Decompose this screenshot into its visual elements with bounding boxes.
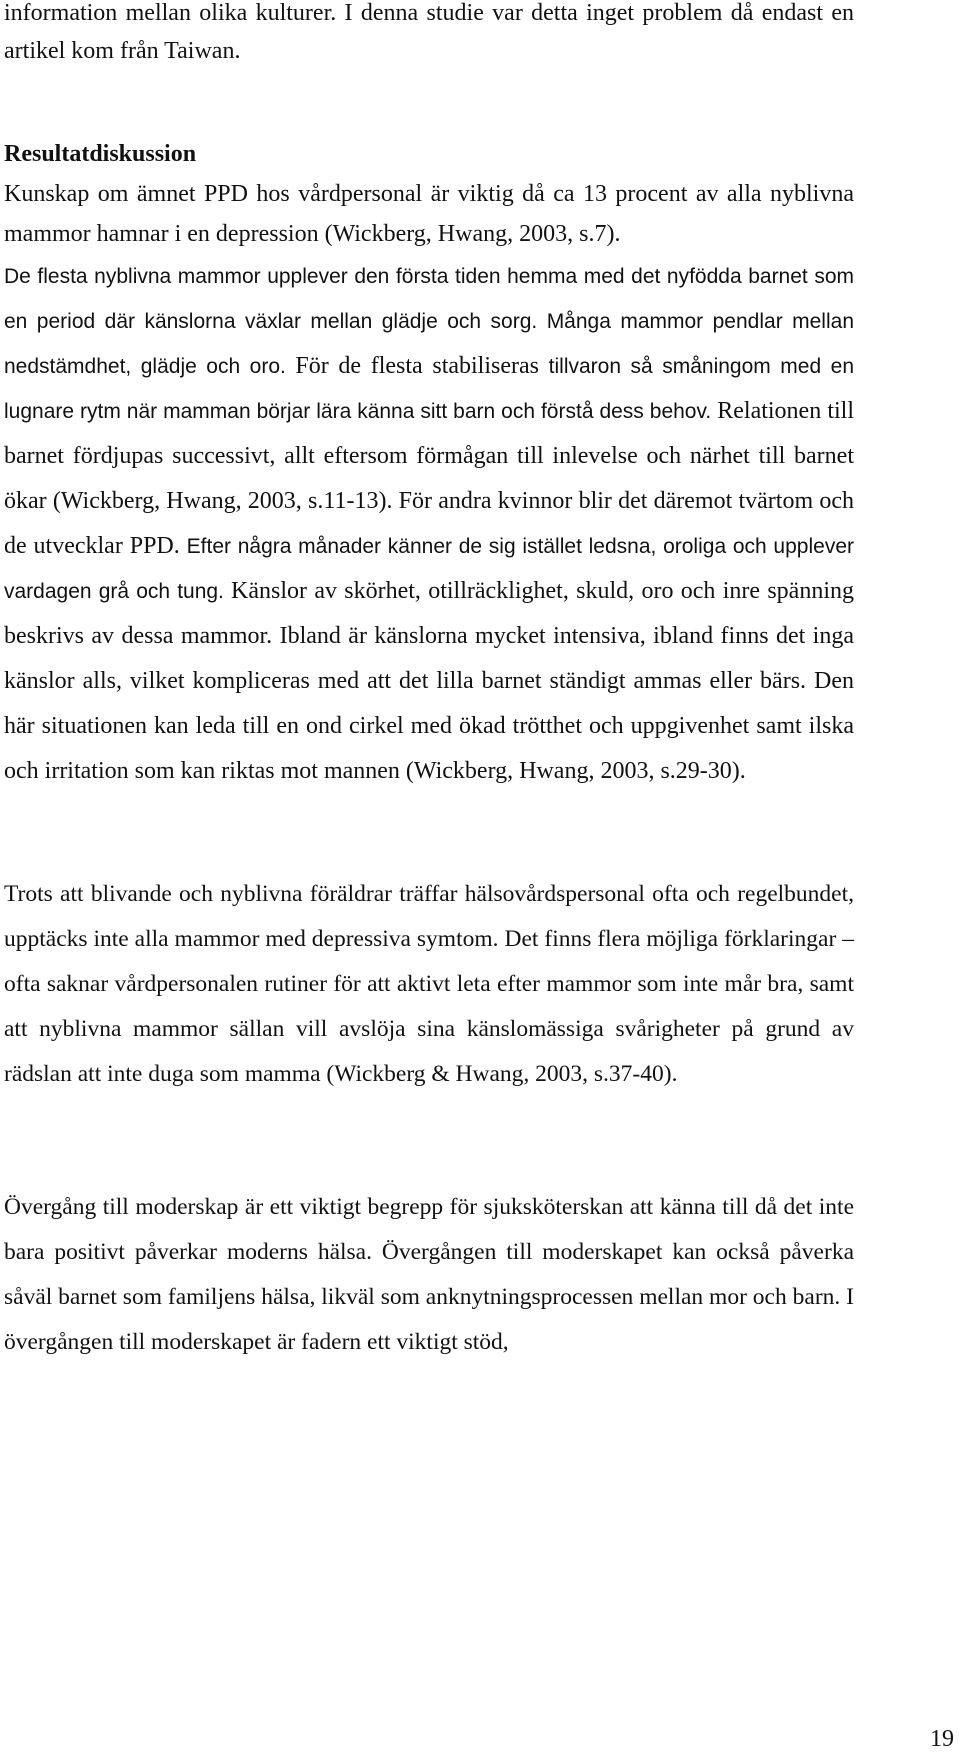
paragraph-3: Övergång till moderskap är ett viktigt begrepp för sjuksköterskan att känna till då det inte bara positivt påverkar moderns hälsa. Övergången till moderskapet kan också påverka såväl barnet som familjens hälsa, likväl som anknytningsprocessen mellan mor och barn. I övergången till moderskapet är fadern ett viktigt stöd, (4, 1194, 854, 1355)
section-heading: Resultatdiskussion (4, 141, 197, 167)
paragraph-1-segment: Många mammor pendlar mellan nedstämdhet, glädje och oro. (4, 310, 854, 378)
paragraph-1-segment: Efter några månader känner de sig istället ledsna, oroliga och upplever vardagen grå och tung. (4, 535, 854, 603)
intro-paragraph: information mellan olika kulturer. I denna studie var detta inget problem då endast en artikel kom från Taiwan. (4, 0, 854, 64)
paragraph-1-segment: Relationen till barnet fördjupas successivt, allt eftersom förmågan till inlevelse och närhet till barnet ökar (Wickberg, Hwang, 2003, s.11-13). För andra kvinnor blir det däremot tvärtom och de utvecklar PPD. (4, 398, 854, 559)
paragraph-2: Trots att blivande och nyblivna föräldrar träffar hälsovårdspersonal ofta och regelbundet, upptäcks inte alla mammor med depressiva symtom. Det finns flera möjliga förklaringar – ofta saknar vårdpersonalen rutiner för att aktivt leta efter mammor som inte mår bra, samt att nyblivna mammor sällan vill avslöja sina känslomässiga svårigheter på grund av rädslan att inte duga som mamma (Wickberg & Hwang, 2003, s.37-40). (4, 881, 854, 1087)
paragraph-1-segment: Känslor av skörhet, otillräcklighet, skuld, oro och inre spänning beskrivs av dessa mammor. Ibland är känslorna mycket intensiva, ibland finns det inga känslor alls, vilket kompliceras med att det lilla barnet ständigt ammas eller bärs. Den här situationen kan leda till en ond cirkel med ökad trötthet och uppgivenhet samt ilska och irritation som kan riktas mot mannen (Wickberg, Hwang, 2003, s.29-30). (4, 578, 854, 784)
paragraph-1-segment: För de flesta stabiliseras (295, 353, 549, 379)
page-number: 19 (930, 1726, 954, 1752)
document-page (4, 0, 854, 1365)
paragraph-1-body (4, 254, 854, 794)
paragraph-1-intro: Kunskap om ämnet PPD hos vårdpersonal är viktig då ca 13 procent av alla nyblivna mammor hamnar i en depression (Wickberg, Hwang, 2003, s.7). (4, 181, 854, 247)
paragraph-1-segment: tillvaron så småningom med en lugnare rytm när mamman börjar lära känna sitt barn och förstå dess behov. (4, 355, 854, 423)
paragraph-1-segment: De flesta nyblivna mammor upplever den första tiden hemma med det nyfödda barnet som en period där känslorna växlar mellan glädje och sorg. (4, 265, 854, 333)
